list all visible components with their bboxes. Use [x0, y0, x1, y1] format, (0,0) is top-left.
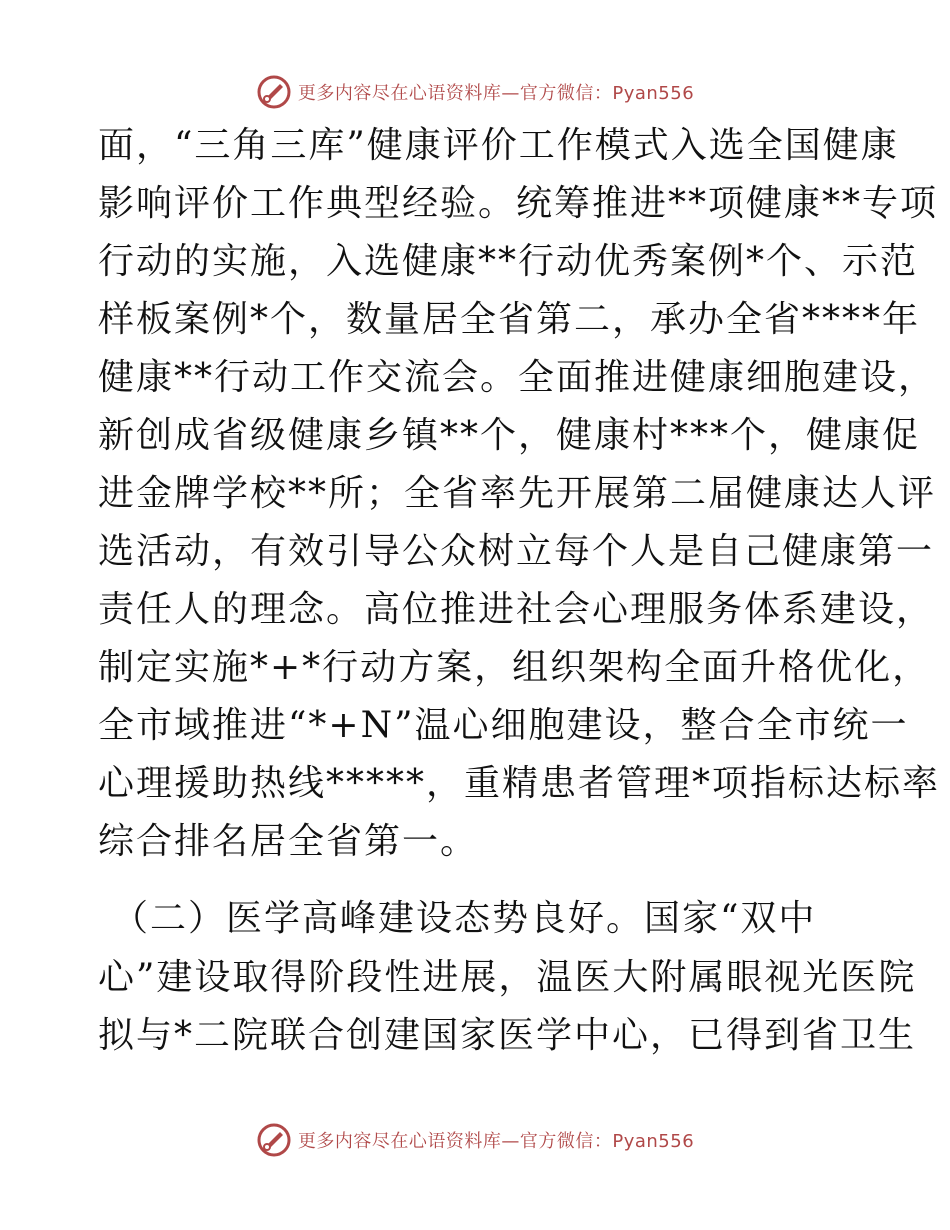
body-line: 健康**行动工作交流会。全面推进健康细胞建设， — [98, 357, 937, 398]
section-heading-line: （二）医学高峰建设态势良好。国家“双中 — [112, 898, 817, 939]
body-line: 制定实施*+*行动方案，组织架构全面升格优化， — [98, 647, 931, 688]
body-line: 行动的实施，入选健康**行动优秀案例*个、示范 — [98, 241, 919, 282]
footer-banner — [0, 1120, 950, 1160]
header-banner — [0, 72, 950, 112]
body-line: 影响评价工作典型经验。统筹推进**项健康**专项 — [98, 183, 939, 224]
body-line: 新创成省级健康乡镇**个，健康村***个，健康促 — [98, 415, 921, 456]
body-line: 拟与*二院联合创建国家医学中心，已得到省卫生 — [98, 1015, 917, 1056]
logo-icon — [256, 74, 292, 110]
body-line: 样板案例*个，数量居全省第二，承办全省****年 — [98, 299, 921, 340]
body-line: 综合排名居全省第一。 — [98, 821, 479, 862]
body-line: 选活动，有效引导公众树立每个人是自己健康第一 — [98, 531, 935, 572]
body-line: 面，“三角三库”健康评价工作模式入选全国健康 — [98, 125, 899, 166]
body-line: 责任人的理念。高位推进社会心理服务体系建设， — [98, 589, 935, 630]
footer-banner-text: 更多内容尽在心语资料库—官方微信：Pyan556 — [297, 1131, 695, 1152]
header-banner-text: 更多内容尽在心语资料库—官方微信：Pyan556 — [297, 83, 695, 104]
body-line: 心”建设取得阶段性进展，温医大附属眼视光医院 — [98, 957, 917, 998]
body-line: 进金牌学校**所；全省率先开展第二届健康达人评 — [98, 473, 937, 514]
body-line: 心理援助热线*****，重精患者管理*项指标达标率 — [98, 763, 941, 804]
body-line: 全市域推进“*+N”温心细胞建设，整合全市统一 — [98, 705, 909, 746]
logo-icon — [256, 1122, 292, 1158]
